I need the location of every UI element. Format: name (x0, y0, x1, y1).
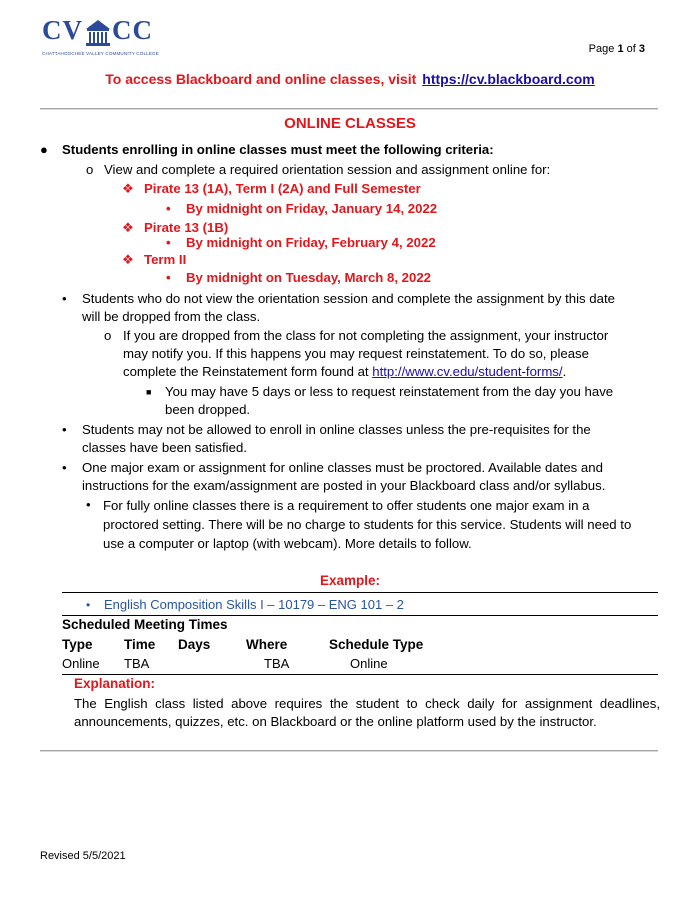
reinstate-line-2: may notify you. If this happens you may request reinstatement. To do so, please (123, 346, 589, 361)
explanation-title: Explanation: (74, 676, 156, 691)
proctor-line-2: instructions for the exam/assignment are posted in your Blackboard class and/or syllabus. (82, 478, 606, 493)
example-rule-top (62, 592, 658, 593)
session-name-1: Pirate 13 (1A), Term I (2A) and Full Semester (144, 181, 421, 196)
square-bullet-icon: ■ (146, 387, 152, 397)
diamond-bullet-icon: ❖ (122, 252, 134, 267)
divider-top (40, 108, 658, 109)
access-text: To access Blackboard and online classes, visit (105, 71, 417, 87)
reinstate-line-3 (123, 363, 566, 381)
days-line-2: been dropped. (165, 402, 251, 417)
divider-bottom (40, 750, 658, 751)
dropped-line-2: will be dropped from the class. (82, 309, 261, 324)
schedule-title: Scheduled Meeting Times (62, 617, 228, 632)
dot-bullet-icon: • (166, 270, 171, 285)
diamond-bullet-icon: ❖ (122, 220, 134, 235)
circle-bullet-icon: o (104, 328, 112, 343)
session-name-2: Pirate 13 (1B) (144, 220, 229, 235)
value-where: TBA (264, 656, 290, 671)
reinstate-end: . (562, 364, 567, 379)
dot-bullet-icon: • (62, 460, 67, 475)
dot-bullet-icon: • (62, 422, 67, 437)
logo-text-right: CC (112, 15, 153, 45)
blackboard-link[interactable]: https://cv.blackboard.com (422, 71, 595, 87)
example-rule-middle (62, 615, 658, 616)
building-icon (82, 17, 114, 49)
days-line-1: You may have 5 days or less to request reinstatement from the day you have (165, 384, 614, 399)
criteria-bullet (40, 141, 48, 159)
dot-bullet-icon: • (86, 598, 91, 612)
dot-bullet-icon: • (166, 235, 171, 250)
page-title: ONLINE CLASSES (284, 115, 416, 132)
page-number (589, 43, 645, 55)
dot-bullet-icon: • (62, 291, 67, 306)
logo-subtitle: CHATTAHOOCHEE VALLEY COMMUNITY COLLEGE (42, 51, 159, 56)
page-current: 1 (617, 43, 624, 55)
college-logo (42, 15, 159, 67)
dropped-line-1: Students who do not view the orientation session and complete the assignment by this date (82, 291, 615, 306)
criteria-heading: Students enrolling in online classes must meet the following criteria: (62, 142, 494, 157)
prereq-line-1: Students may not be allowed to enroll in online classes unless the pre-requisites for the (82, 422, 591, 437)
session-deadline-2: By midnight on Friday, February 4, 2022 (186, 235, 436, 250)
reinstate-line-1: If you are dropped from the class for not completing the assignment, your instructor (123, 328, 609, 343)
page-label: Page (588, 43, 615, 55)
explanation-text: The English class listed above requires the student to check daily for assignment deadlines, announcements, quizzes, etc. on Blackboard or the online platform used by the instructor. (74, 696, 660, 729)
proctor-line-1: One major exam or assignment for online classes must be proctored. Available dates and (82, 460, 603, 475)
page-of: of (626, 43, 636, 55)
student-forms-link[interactable]: http://www.cv.edu/student-forms/ (372, 364, 563, 379)
col-header-time: Time (124, 637, 156, 652)
prereq-line-2: classes have been satisfied. (82, 440, 247, 455)
fully-online-line-2: proctored setting. There will be no charge to students for this service. Students will need to (103, 517, 632, 532)
dot-bullet-icon: • (166, 201, 171, 216)
circle-bullet-icon: o (86, 162, 94, 177)
session-name-3: Term II (144, 252, 187, 267)
page-total: 3 (638, 43, 645, 55)
col-header-type: Type (62, 637, 93, 652)
value-time: TBA (124, 656, 150, 671)
example-rule-bottom (62, 674, 658, 675)
fully-online-line-1: For fully online classes there is a requirement to offer students one major exam in a (103, 498, 590, 513)
reinstate-text: complete the Reinstatement form found at (123, 364, 369, 379)
fully-online-line-3: use a computer or laptop (with webcam). More details to follow. (103, 536, 472, 551)
col-header-schedule-type: Schedule Type (329, 637, 424, 652)
diamond-bullet-icon: ❖ (122, 181, 134, 196)
value-type: Online (62, 656, 100, 671)
criteria-sub: View and complete a required orientation session and assignment online for: (104, 162, 551, 177)
col-header-days: Days (178, 637, 211, 652)
session-deadline-3: By midnight on Tuesday, March 8, 2022 (186, 270, 432, 285)
value-schedule-type: Online (350, 656, 388, 671)
example-title: Example: (319, 573, 381, 588)
logo-text-left: CV (42, 15, 83, 45)
blackboard-access-line (0, 71, 700, 87)
col-header-where: Where (246, 637, 288, 652)
example-course: English Composition Skills I – 10179 – ENG 101 – 2 (104, 597, 404, 612)
dot-bullet-icon: • (86, 497, 91, 512)
revised-date: Revised 5/5/2021 (40, 850, 126, 862)
bullet-dot-icon: ● (40, 142, 48, 157)
session-deadline-1: By midnight on Friday, January 14, 2022 (186, 201, 438, 216)
